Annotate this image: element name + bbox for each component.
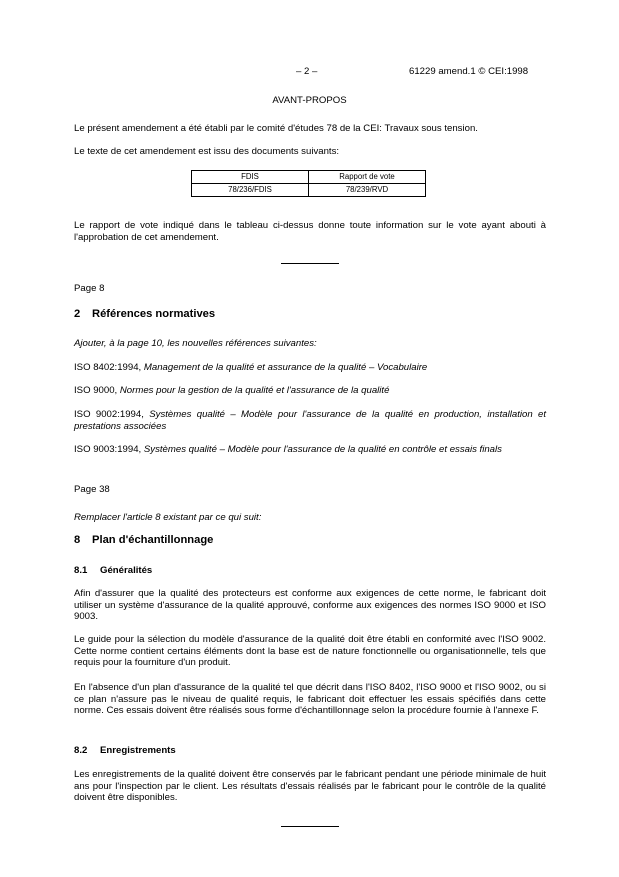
table-header-row	[192, 171, 426, 184]
subsection-heading	[74, 565, 546, 577]
separator-line	[281, 826, 339, 827]
foreword-paragraph: Le texte de cet amendement est issu des documents suivants:	[74, 146, 340, 157]
reference-code: ISO 8402:1994,	[74, 362, 144, 373]
section-number: 2	[74, 308, 81, 320]
reference-code: ISO 9003:1994,	[74, 444, 144, 455]
body-paragraph: Le guide pour la sélection du modèle d'assurance de la qualité doit être établi en conformité avec l'ISO 9002. Cette norme contient certains éléments dont la base est de nature fonctionnelle ou organisationnelle, tels que requis pour la fourniture d'un produit.	[74, 634, 546, 668]
reference-code: ISO 9000,	[74, 385, 120, 396]
table-row	[192, 184, 426, 197]
foreword-paragraph: Le rapport de vote indiqué dans le tableau ci-dessus donne toute information sur le vote ayant abouti à l'approbation de cet amendement.	[74, 220, 546, 243]
body-paragraph: Afin d'assurer que la qualité des protecteurs est conforme aux exigences de cette norme, le fabricant doit utiliser un système d'assurance de la qualité approuvé, conforme aux exigences des normes ISO 9000 et ISO 9003.	[74, 588, 546, 622]
table-cell: 78/236/FDIS	[192, 184, 309, 197]
table-header-cell: Rapport de vote	[309, 171, 426, 184]
reference-title: Systèmes qualité – Modèle pour l'assurance de la qualité en contrôle et essais finals	[143, 444, 502, 455]
reference-code: ISO 9002:1994,	[74, 409, 150, 420]
subsection-number: 8.2	[74, 745, 88, 756]
reference-item	[74, 362, 546, 374]
section-number: 8	[74, 534, 81, 546]
voting-table	[191, 170, 426, 197]
section-title: Références normatives	[92, 308, 216, 320]
table-header-cell: FDIS	[192, 171, 309, 184]
section-title: Plan d'échantillonnage	[92, 534, 214, 546]
instruction-text: Ajouter, à la page 10, les nouvelles références suivantes:	[74, 338, 317, 349]
table-cell: 78/239/RVD	[309, 184, 426, 197]
reference-item	[74, 444, 546, 456]
body-paragraph: Les enregistrements de la qualité doivent être conservés par le fabricant pendant une période minimale de huit ans pour l'inspection par le client. Les résultats d'essais réalisés par le fabricant pour le contrôle de la qualité doivent être disponibles.	[74, 769, 546, 803]
foreword-paragraph: Le présent amendement a été établi par le comité d'études 78 de la CEI: Travaux sous tension.	[74, 123, 478, 134]
separator-line	[281, 263, 339, 264]
document-reference: 61229 amend.1 © CEI:1998	[409, 66, 529, 77]
body-paragraph: En l'absence d'un plan d'assurance de la qualité tel que décrit dans l'ISO 8402, l'ISO 9000 et l'ISO 9002, ou si ce plan n'assure pas le niveau de qualité requis, le fabricant doit effectuer les essais spécifiés dans cette norme. Ces essais doivent être réalisés sous forme d'échantillonnage selon la procédure fournie à l'annexe F.	[74, 682, 546, 716]
subsection-title: Généralités	[100, 565, 153, 576]
subsection-heading	[74, 745, 546, 757]
reference-title: Management de la qualité et assurance de la qualité – Vocabulaire	[143, 362, 428, 373]
section-heading	[74, 535, 546, 547]
instruction-text: Remplacer l'article 8 existant par ce qui suit:	[74, 512, 262, 523]
reference-title: Systèmes qualité – Modèle pour l'assurance de la qualité en production, installation et prestations associées	[74, 409, 547, 432]
subsection-title: Enregistrements	[100, 745, 176, 756]
reference-item	[74, 409, 546, 432]
reference-title: Normes pour la gestion de la qualité et l'assurance de la qualité	[119, 385, 390, 396]
page-title: AVANT-PROPOS	[272, 95, 347, 106]
page-number: – 2 –	[296, 66, 318, 77]
subsection-number: 8.1	[74, 565, 88, 576]
page-label: Page 38	[74, 484, 110, 495]
section-heading	[74, 309, 546, 321]
reference-item	[74, 385, 546, 397]
page-label: Page 8	[74, 283, 105, 294]
